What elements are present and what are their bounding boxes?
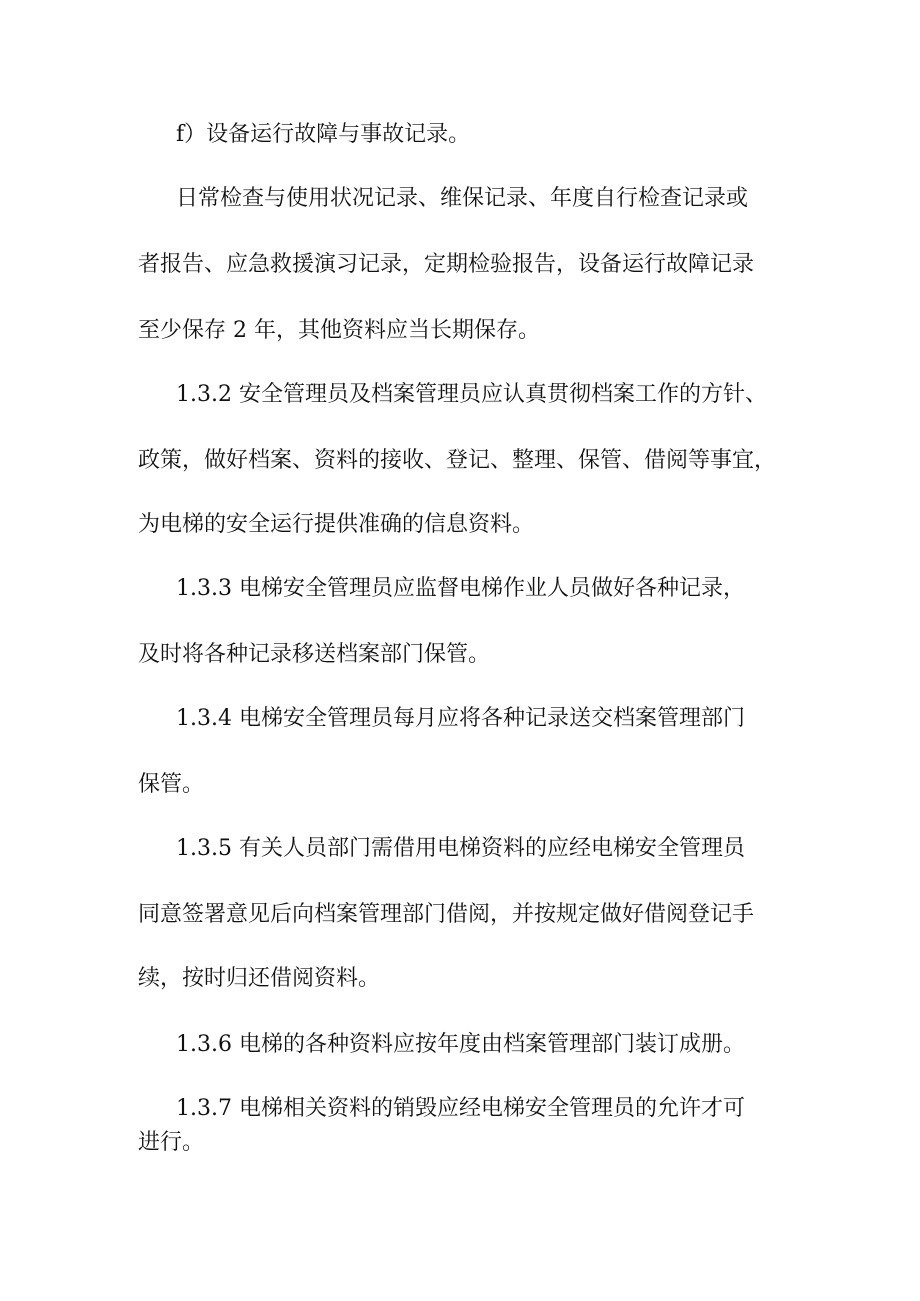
paragraph-retention-line-2: 者报告、应急救援演习记录，定期检验报告，设备运行故障记录 xyxy=(138,252,755,277)
clause-1-3-4-line-1: 1.3.4 电梯安全管理员每月应将各种记录送交档案管理部门 xyxy=(176,706,745,731)
clause-1-3-5-line-2: 同意签署意见后向档案管理部门借阅，并按规定做好借阅登记手 xyxy=(138,902,755,927)
clause-1-3-2-line-3: 为电梯的安全运行提供准确的信息资料。 xyxy=(138,512,535,537)
clause-1-3-7-line-2: 进行。 xyxy=(138,1130,205,1155)
clause-1-3-5-line-1: 1.3.5 有关人员部门需借用电梯资料的应经电梯安全管理员 xyxy=(176,836,745,861)
paragraph-f-line-1: f）设备运行故障与事故记录。 xyxy=(176,122,471,147)
clause-1-3-6-line-1: 1.3.6 电梯的各种资料应按年度由档案管理部门装订成册。 xyxy=(176,1032,745,1057)
clause-1-3-3-line-1: 1.3.3 电梯安全管理员应监督电梯作业人员做好各种记录， xyxy=(176,576,745,601)
clause-1-3-2-line-2: 政策，做好档案、资料的接收、登记、整理、保管、借阅等事宜， xyxy=(138,448,777,473)
clause-1-3-2-line-1: 1.3.2 安全管理员及档案管理员应认真贯彻档案工作的方针、 xyxy=(176,382,767,407)
clause-1-3-5-line-3: 续，按时归还借阅资料。 xyxy=(138,966,381,991)
clause-1-3-3-line-2: 及时将各种记录移送档案部门保管。 xyxy=(138,642,491,667)
clause-1-3-4-line-2: 保管。 xyxy=(138,772,205,797)
paragraph-retention-line-3: 至少保存 2 年，其他资料应当长期保存。 xyxy=(138,318,540,343)
clause-1-3-7-line-1: 1.3.7 电梯相关资料的销毁应经电梯安全管理员的允许才可 xyxy=(176,1096,745,1121)
paragraph-retention-line-1: 日常检查与使用状况记录、维保记录、年度自行检查记录或 xyxy=(176,186,749,211)
